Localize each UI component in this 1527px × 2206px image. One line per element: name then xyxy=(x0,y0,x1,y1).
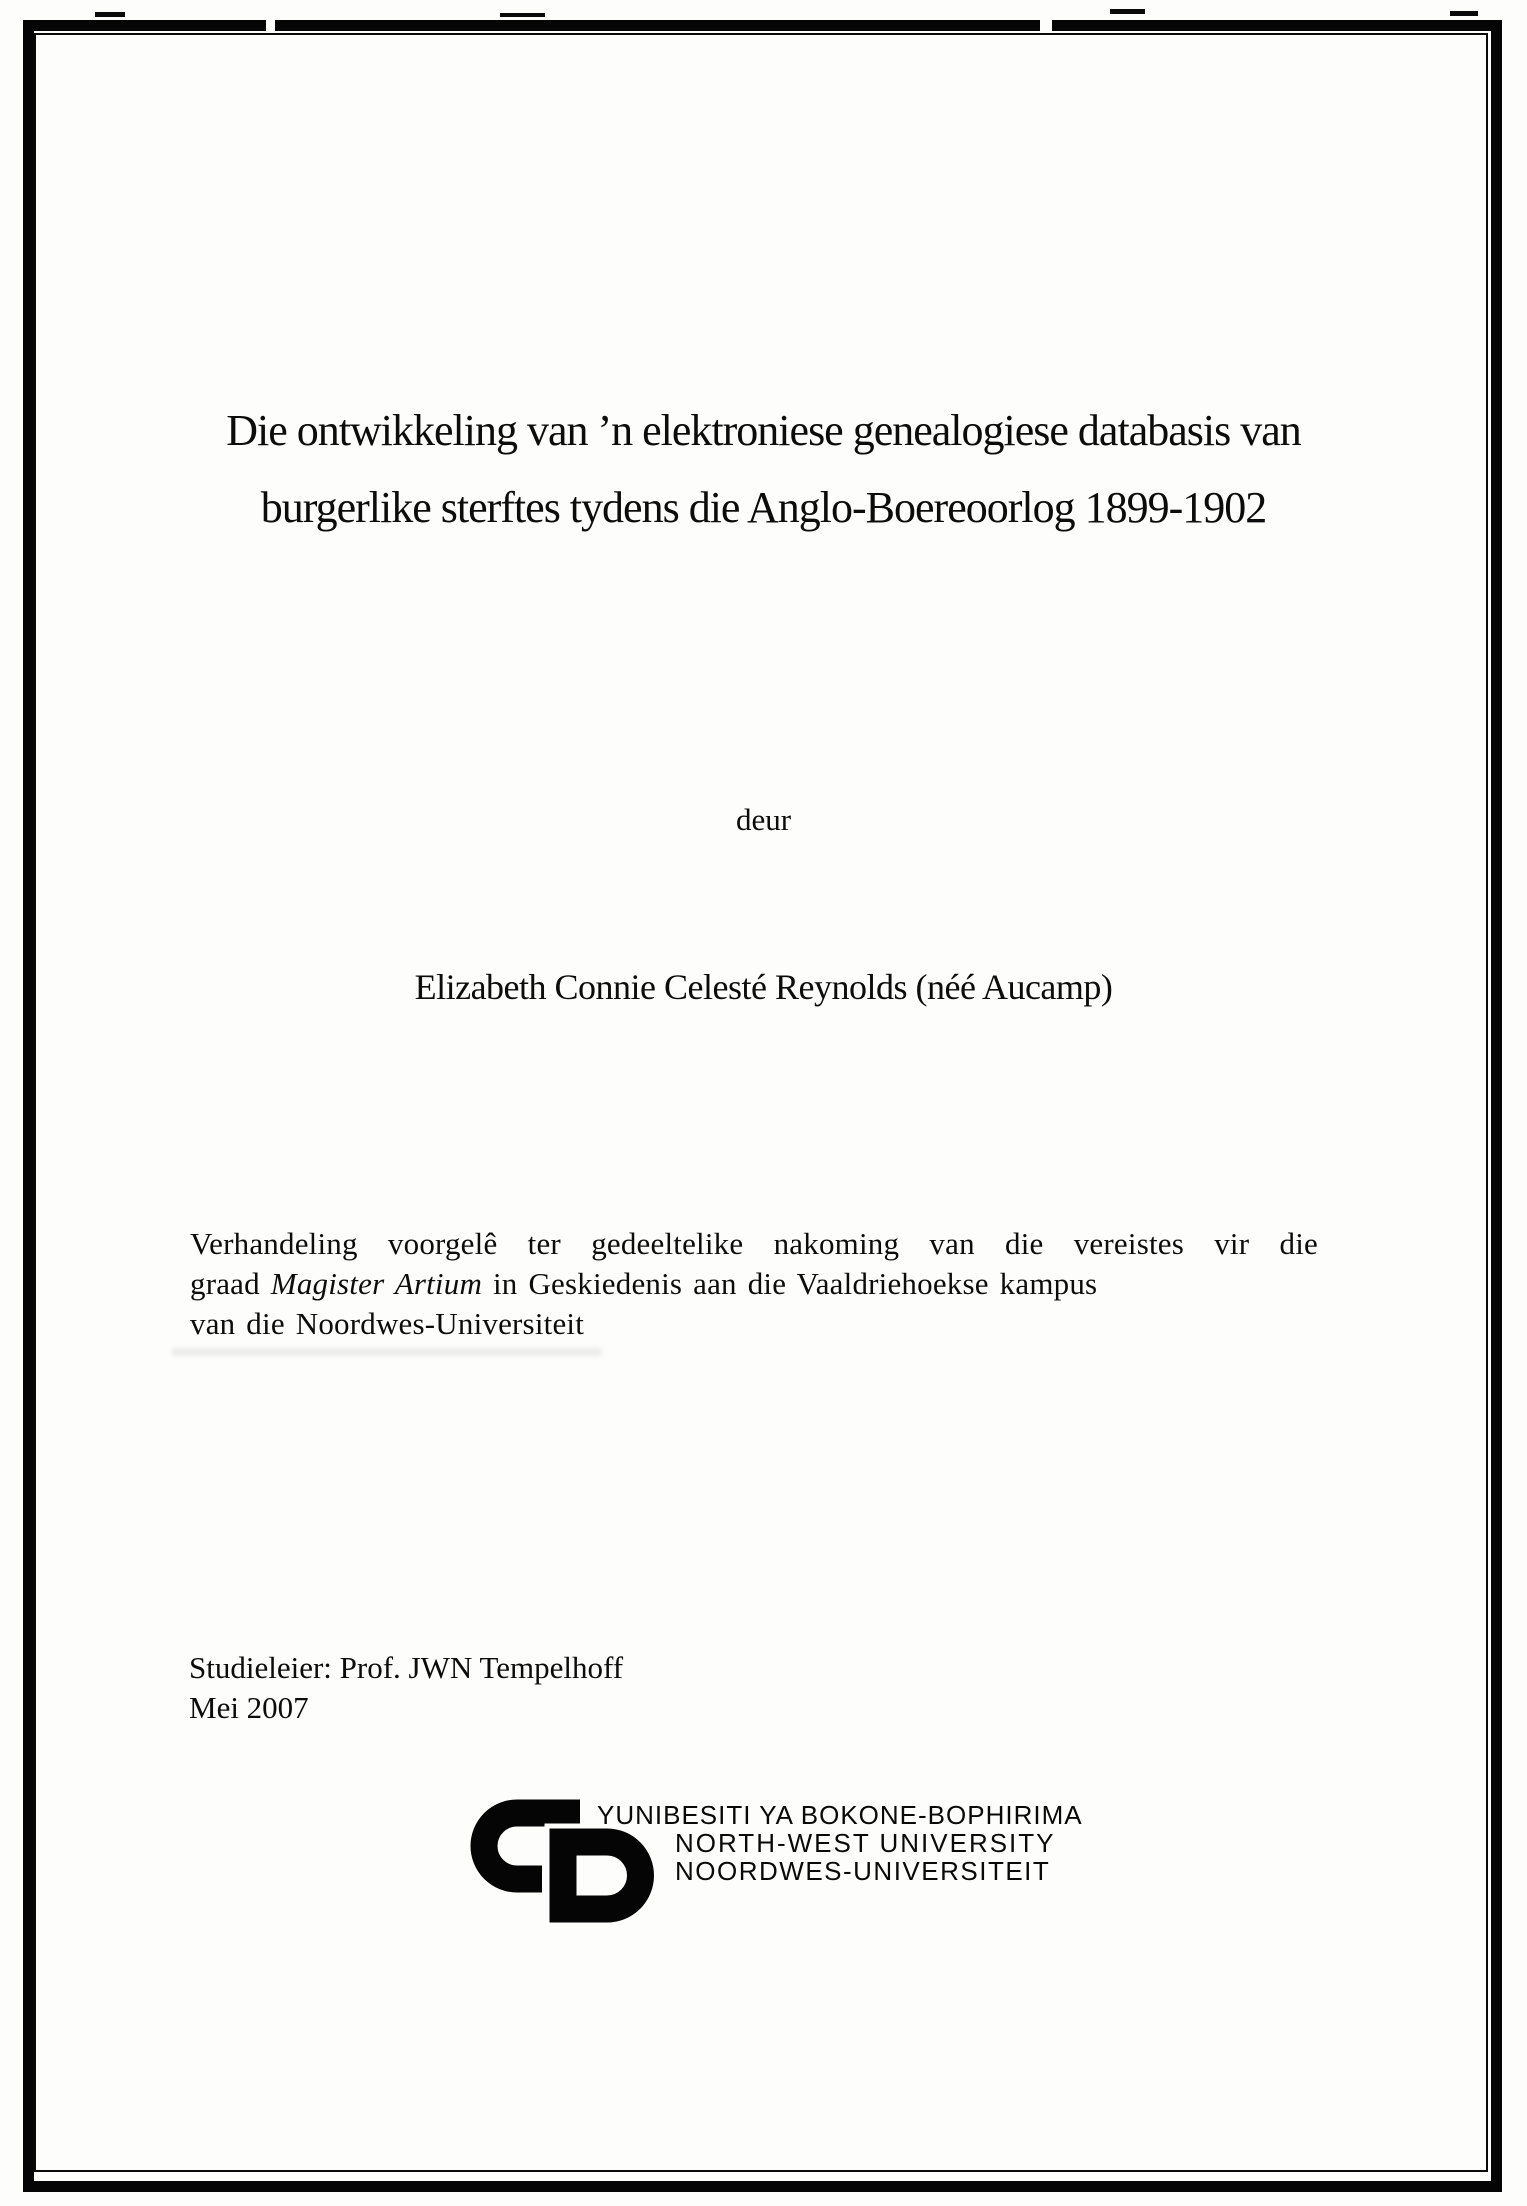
scan-artifact xyxy=(1110,9,1145,14)
degree-name: Magister Artium xyxy=(270,1266,483,1301)
scan-artifact xyxy=(500,13,545,17)
bleed-through-smudge xyxy=(172,1348,602,1356)
thesis-title-line2: burgerlike sterftes tydens die Anglo-Boereoorlog 1899-1902 xyxy=(260,483,1267,532)
degree-statement-line2 xyxy=(190,1264,1318,1304)
scan-artifact xyxy=(266,20,275,32)
degree-statement-line3: van die Noordwes-Universiteit xyxy=(190,1306,585,1341)
degree-statement-line2-pre: graad xyxy=(190,1266,271,1301)
author-name: Elizabeth Connie Celesté Reynolds (néé Aucamp) xyxy=(414,967,1113,1007)
byline: deur xyxy=(735,802,792,837)
degree-statement xyxy=(190,1224,1318,1344)
logo-text-english: NORTH-WEST UNIVERSITY xyxy=(675,1828,1056,1858)
thesis-title-line1: Die ontwikkeling van ’n elektroniese genealogiese databasis van xyxy=(226,406,1301,455)
supervisor-line: Studieleier: Prof. JWN Tempelhoff xyxy=(189,1650,624,1685)
logo-text-setswana: YUNIBESITI YA BOKONE-BOPHIRIMA xyxy=(597,1800,1083,1830)
supervisor-block xyxy=(189,1648,623,1728)
thesis-title xyxy=(0,392,1527,546)
scan-artifact xyxy=(1450,11,1478,16)
degree-statement-line1: Verhandeling voorgelê ter gedeeltelike nakoming van die vereistes vir die xyxy=(190,1226,1318,1261)
degree-statement-line2-post: in Geskiedenis aan die Vaaldriehoekse kampus xyxy=(482,1266,1098,1301)
scan-artifact xyxy=(95,12,125,17)
date-line: Mei 2007 xyxy=(189,1690,309,1725)
logo-text-afrikaans: NOORDWES-UNIVERSITEIT xyxy=(675,1856,1051,1886)
scan-artifact xyxy=(1040,20,1052,32)
